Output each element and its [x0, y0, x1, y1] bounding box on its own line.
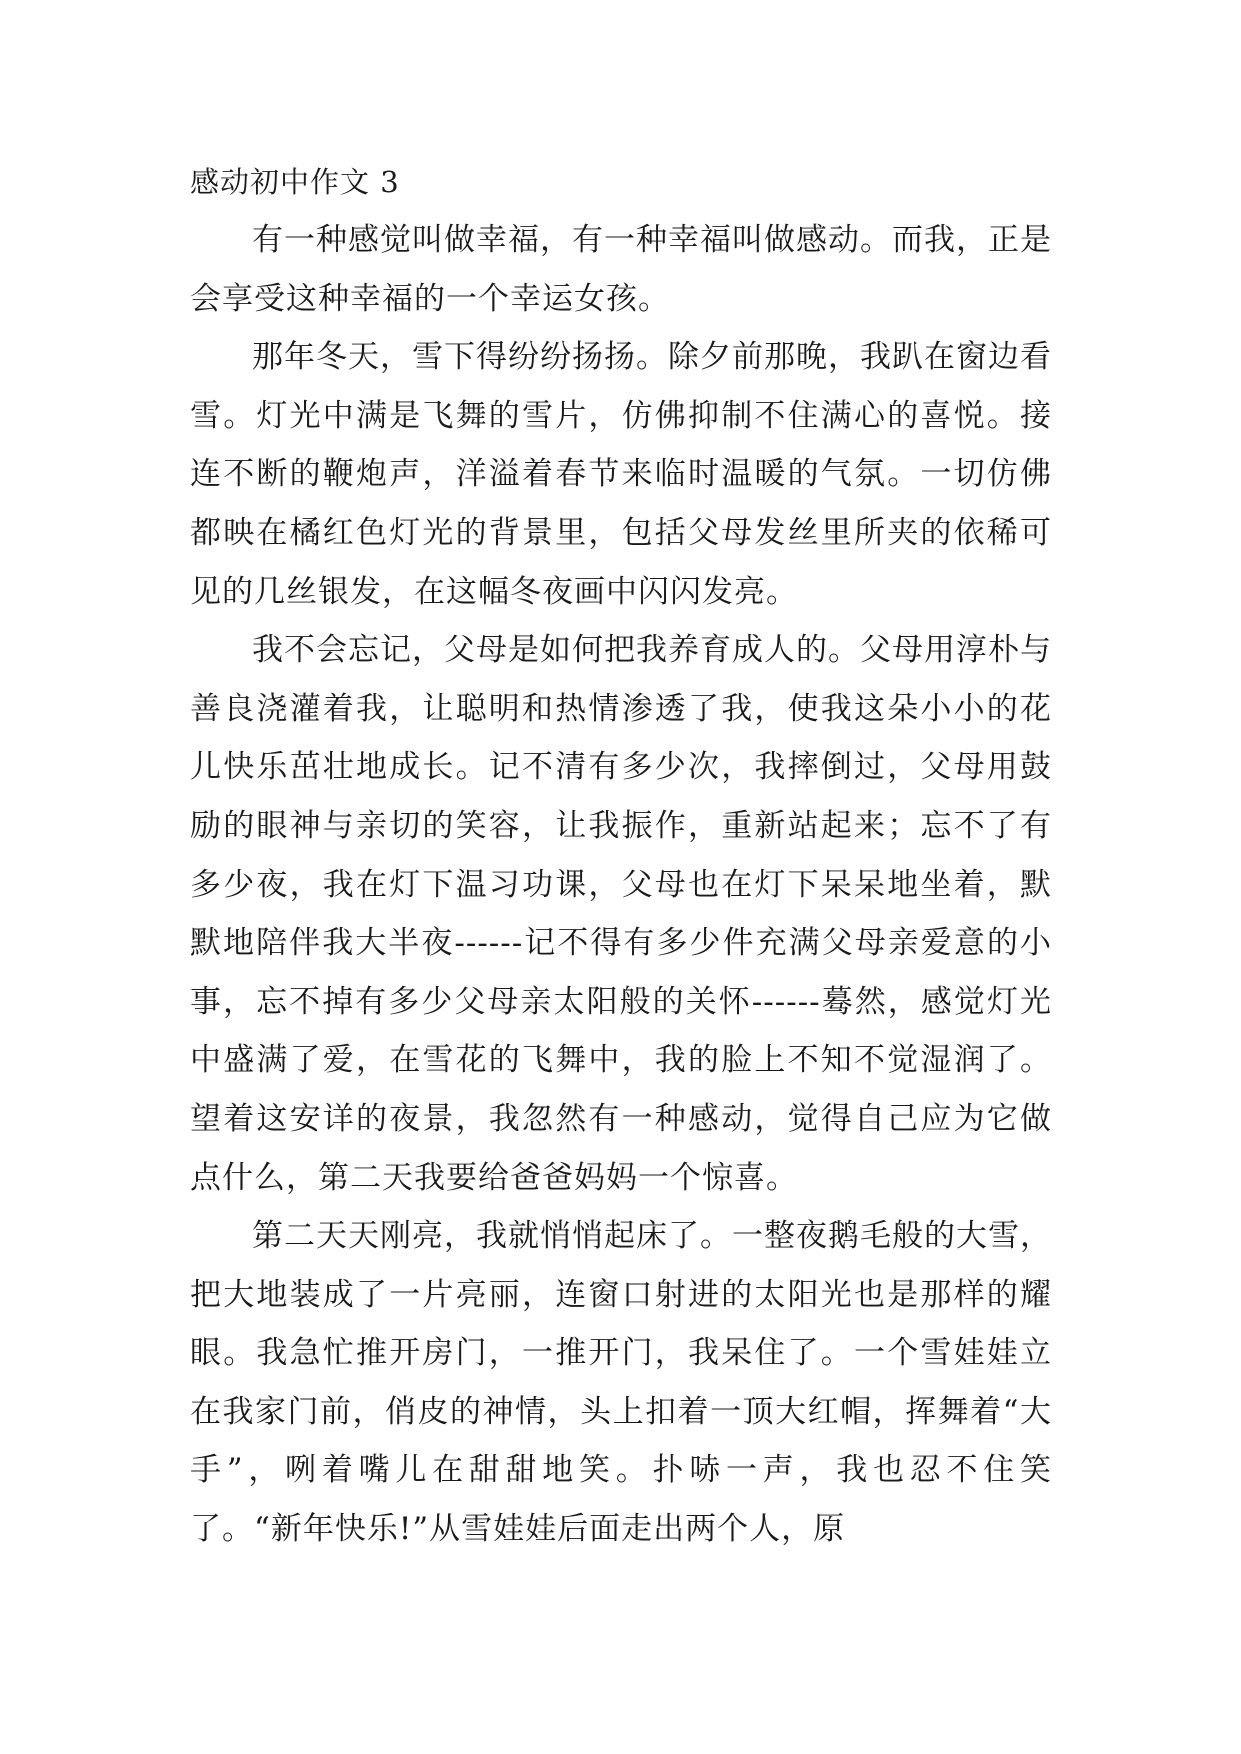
- paragraph-4: 第二天天刚亮，我就悄悄起床了。一整夜鹅毛般的大雪，把大地装成了一片亮丽，连窗口射进的太阳光也是那样的耀眼。我急忙推开房门，一推开门，我呆住了。一个雪娃娃立在我家门前，俏皮的神情，头上扣着一顶大红帽，挥舞着“大手”，咧着嘴儿在甜甜地笑。扑哧一声，我也忍不住笑了。“新年快乐!”从雪娃娃后面走出两个人，原: [190, 1218, 1052, 1548]
- paragraph-1: 有一种感觉叫做幸福，有一种幸福叫做感动。而我，正是会享受这种幸福的一个幸运女孩。: [190, 222, 1052, 317]
- document-body: [190, 153, 1052, 1559]
- paragraph-3: 我不会忘记，父母是如何把我养育成人的。父母用淳朴与善良浇灌着我，让聪明和热情渗透了我，使我这朵小小的花儿快乐茁壮地成长。记不清有多少次，我摔倒过，父母用鼓励的眼神与亲切的笑容，让我振作，重新站起来；忘不了有多少夜，我在灯下温习功课，父母也在灯下呆呆地坐着，默默地陪伴我大半夜------记不得有多少件充满父母亲爱意的小事，忘不掉有多少父母亲太阳般的关怀------蓦然，感觉灯光中盛满了爱，在雪花的飞舞中，我的脸上不知不觉湿润了。望着这安详的夜景，我忽然有一种感动，觉得自己应为它做点什么，第二天我要给爸爸妈妈一个惊喜。: [190, 632, 1052, 1196]
- paragraph-2: 那年冬天，雪下得纷纷扬扬。除夕前那晚，我趴在窗边看雪。灯光中满是飞舞的雪片，仿佛抑制不住满心的喜悦。接连不断的鞭炮声，洋溢着春节来临时温暖的气氛。一切仿佛都映在橘红色灯光的背景里，包括父母发丝里所夹的依稀可见的几丝银发，在这幅冬夜画中闪闪发亮。: [190, 339, 1052, 610]
- document-title: 感动初中作文 3: [190, 165, 400, 199]
